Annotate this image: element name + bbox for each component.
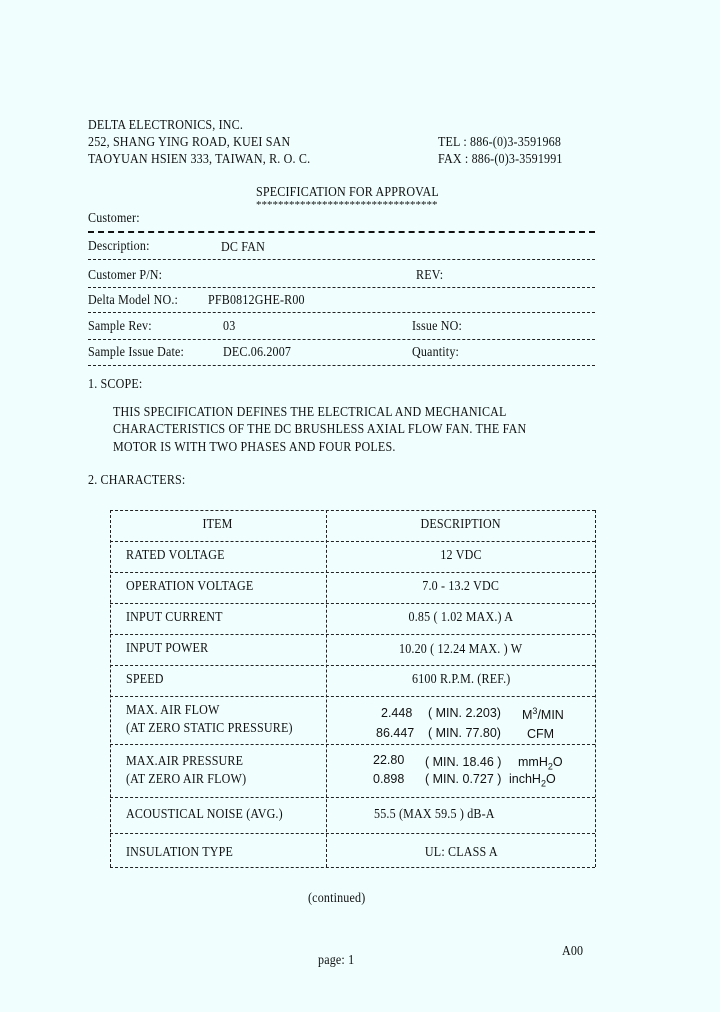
divider — [88, 259, 595, 260]
sample-rev-value: 03 — [223, 319, 236, 334]
sample-date-value: DEC.06.2007 — [223, 345, 292, 360]
row-item-input-power: INPUT POWER — [126, 641, 209, 656]
issue-no-label: Issue NO: — [412, 319, 463, 334]
row-desc-input-current: 0.85 ( 1.02 MAX.) A — [408, 610, 514, 625]
row-desc-noise: 55.5 (MAX 59.5 ) dB-A — [374, 807, 495, 822]
divider — [88, 287, 595, 288]
continued-note: (continued) — [308, 891, 366, 906]
air-flow-unit-cfm: CFM — [527, 727, 555, 741]
table-line — [110, 510, 595, 511]
scope-line: MOTOR IS WITH TWO PHASES AND FOUR POLES. — [113, 440, 396, 455]
company-address-line1: 252, SHANG YING ROAD, KUEI SAN — [88, 135, 291, 150]
air-pressure-unit-inch: inchH$_2$O — [509, 772, 556, 789]
table-line — [110, 541, 595, 542]
row-item-air-pressure: MAX.AIR PRESSURE — [126, 754, 244, 769]
row-desc-operation-voltage: 7.0 - 13.2 VDC — [422, 579, 500, 594]
description-value: DC FAN — [221, 240, 265, 255]
row-item-speed: SPEED — [126, 672, 164, 687]
divider — [88, 312, 595, 313]
customer-label: Customer: — [88, 211, 140, 226]
company-name: DELTA ELECTRONICS, INC. — [88, 118, 244, 133]
scope-line: CHARACTERISTICS OF THE DC BRUSHLESS AXIAL FLOW FAN. THE FAN — [113, 422, 527, 437]
table-header-description: DESCRIPTION — [420, 517, 502, 532]
table-line — [110, 665, 595, 666]
title-underline-stars: ********************************* — [256, 199, 438, 211]
rev-label: REV: — [416, 268, 444, 283]
sample-rev-label: Sample Rev: — [88, 319, 152, 334]
row-item-input-current: INPUT CURRENT — [126, 610, 223, 625]
table-line — [110, 572, 595, 573]
scope-line: THIS SPECIFICATION DEFINES THE ELECTRICAL AND MECHANICAL — [113, 405, 507, 420]
air-flow-value-metric: 2.448 — [381, 706, 413, 720]
air-flow-unit-metric: $M^3$/MIN — [522, 706, 564, 723]
divider — [88, 231, 595, 233]
table-line — [110, 867, 595, 868]
row-desc-insulation: UL: CLASS A — [424, 845, 498, 860]
document-title: SPECIFICATION FOR APPROVAL — [256, 185, 439, 200]
table-line — [595, 510, 596, 867]
table-header-item: ITEM — [202, 517, 234, 532]
characters-heading: 2. CHARACTERS: — [88, 473, 186, 488]
table-line — [110, 797, 595, 798]
model-value: PFB0812GHE-R00 — [208, 293, 305, 308]
divider — [88, 339, 595, 340]
table-line — [110, 744, 595, 745]
table-line — [110, 833, 595, 834]
table-line — [110, 696, 595, 697]
row-desc-input-power: 10.20 ( 12.24 MAX. ) W — [399, 642, 523, 657]
air-pressure-unit-mm: mmH$_2$O — [518, 755, 563, 772]
company-address-line2: TAOYUAN HSIEN 333, TAIWAN, R. O. C. — [88, 152, 311, 167]
row-desc-rated-voltage: 12 VDC — [440, 548, 482, 563]
quantity-label: Quantity: — [412, 345, 460, 360]
table-line — [110, 510, 111, 867]
air-flow-value-cfm: 86.447 — [376, 726, 415, 740]
company-tel: TEL : 886-(0)3-3591968 — [438, 135, 562, 150]
page-number: page: 1 — [318, 953, 355, 968]
row-item-air-pressure-note: (AT ZERO AIR FLOW) — [126, 772, 247, 787]
air-pressure-min-inch: ( MIN. 0.727 ) — [425, 772, 502, 786]
row-item-air-flow: MAX. AIR FLOW — [126, 703, 220, 718]
scope-heading: 1. SCOPE: — [88, 377, 143, 392]
air-flow-min-cfm: ( MIN. 77.80) — [428, 726, 501, 740]
row-item-noise: ACOUSTICAL NOISE (AVG.) — [126, 807, 283, 822]
customer-pn-label: Customer P/N: — [88, 268, 163, 283]
model-label: Delta Model NO.: — [88, 293, 179, 308]
description-label: Description: — [88, 239, 150, 254]
row-item-insulation: INSULATION TYPE — [126, 845, 234, 860]
row-desc-speed: 6100 R.P.M. (REF.) — [411, 672, 511, 687]
row-item-operation-voltage: OPERATION VOLTAGE — [126, 579, 254, 594]
row-item-rated-voltage: RATED VOLTAGE — [126, 548, 225, 563]
air-flow-min-metric: ( MIN. 2.203) — [428, 706, 501, 720]
table-line — [110, 603, 595, 604]
revision-code: A00 — [562, 944, 584, 959]
sample-date-label: Sample Issue Date: — [88, 345, 185, 360]
divider — [88, 365, 595, 366]
air-pressure-min-mm: ( MIN. 18.46 ) — [425, 755, 502, 769]
air-pressure-value-inch: 0.898 — [373, 772, 405, 786]
row-item-air-flow-note: (AT ZERO STATIC PRESSURE) — [126, 721, 293, 736]
air-pressure-value-mm: 22.80 — [373, 753, 405, 767]
company-fax: FAX : 886-(0)3-3591991 — [438, 152, 563, 167]
table-line — [110, 634, 595, 635]
